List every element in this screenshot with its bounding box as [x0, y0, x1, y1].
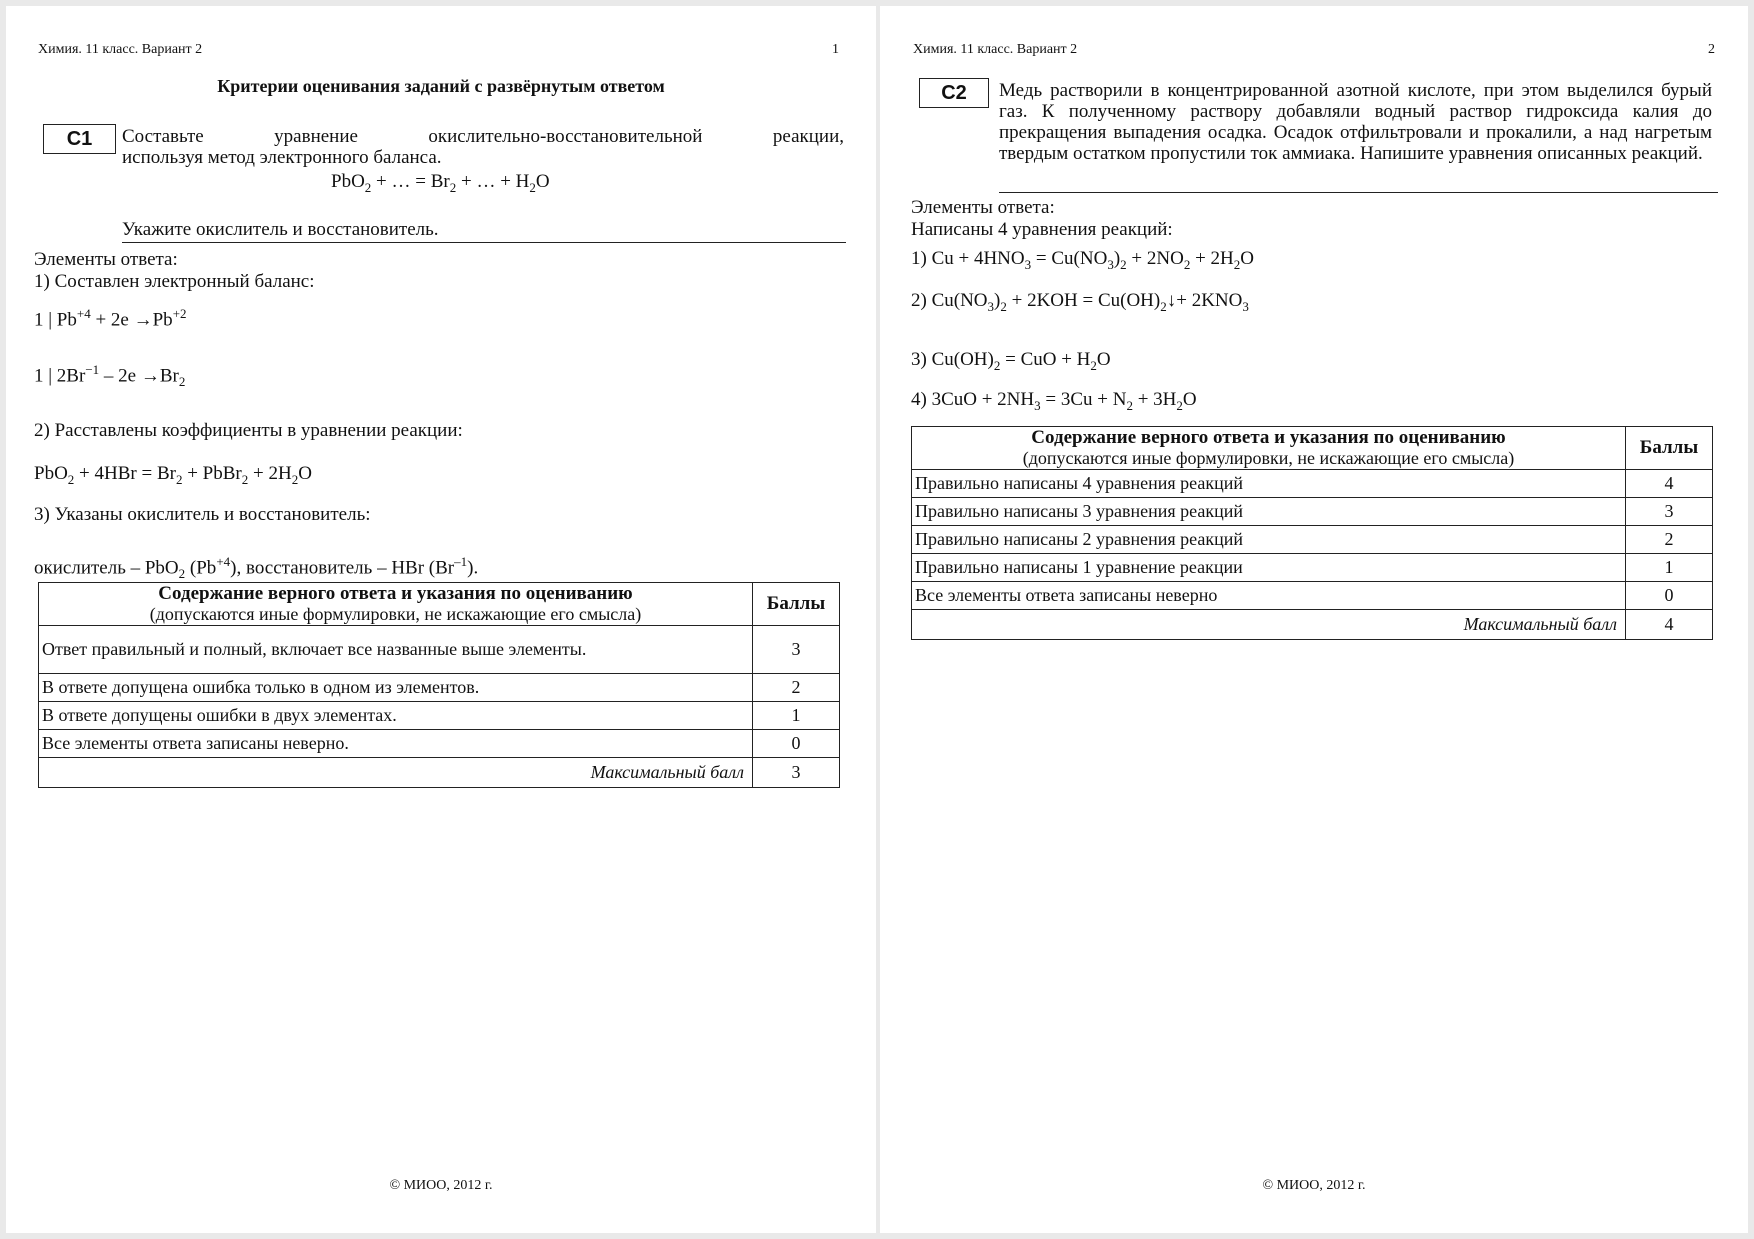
reaction-2: 2) $Cu(NO_3)_2 + 2KOH$ = $Cu(OH)_2↓+ 2KNO_3$ [911, 290, 1249, 314]
elements-heading: Элементы ответа: [911, 197, 1055, 218]
balance-line-1: 1 | $Pb^{+4} + 2e \to Pb^{+2}$ [34, 306, 187, 331]
task-c1-line1: Составьте уравнение окислительно-восстановительной реакции, [122, 126, 844, 147]
task-c1-equation: PbO$_2$ + … = $Br_2$ + … + $H_2O$ [331, 171, 550, 195]
task-c1-line3: Укажите окислитель и восстановитель. [122, 219, 439, 240]
page-number: 2 [1708, 42, 1715, 57]
table-row: Правильно написаны 4 уравнения реакций 4 [912, 470, 1713, 498]
step-1: 1) Составлен электронный баланс: [34, 271, 315, 292]
oxidizer-reducer: окислитель – PbO$_2$ $(Pb^{+4})$, восстановитель – HBr $(Br^{-1})$. [34, 554, 479, 582]
page-number: 1 [832, 42, 839, 57]
table-row: В ответе допущены ошибки в двух элементах. 1 [39, 702, 840, 730]
task-label-c1: C1 [43, 124, 116, 154]
page-2 [880, 6, 1748, 1233]
task-c1-line2: используя метод электронного баланса. [122, 147, 442, 168]
page-footer: © МИОО, 2012 г. [1262, 1178, 1366, 1193]
table-header-content: Содержание верного ответа и указания по оцениванию (допускаются иные формулировки, не искажающие его смысла) [912, 427, 1626, 470]
table-row: Правильно написаны 1 уравнение реакции 1 [912, 554, 1713, 582]
step-2: 2) Расставлены коэффициенты в уравнении реакции: [34, 420, 463, 441]
table-row: Все элементы ответа записаны неверно. 0 [39, 730, 840, 758]
table-row: Ответ правильный и полный, включает все названные выше элементы. 3 [39, 626, 840, 674]
table-max-row: Максимальный балл 3 [39, 758, 840, 788]
table-row: Правильно написаны 3 уравнения реакций 3 [912, 498, 1713, 526]
balance-line-2: 1 | $2Br^{-1} - 2e \to Br_2$ [34, 362, 186, 390]
reaction-4: 4) $3CuO + 2NH_3 = 3Cu + N_2 + 3H_2O$ [911, 389, 1197, 413]
table-header-points: Баллы [1626, 427, 1713, 470]
page-footer: © МИОО, 2012 г. [389, 1178, 493, 1193]
reaction-3: 3) $Cu(OH)_2$ = CuO + $H_2O$ [911, 349, 1111, 373]
table-header-points: Баллы [753, 583, 840, 626]
elements-heading: Элементы ответа: [34, 249, 178, 270]
table-row: Правильно написаны 2 уравнения реакций 2 [912, 526, 1713, 554]
table-header-row [39, 583, 840, 626]
criteria-table-c1 [38, 582, 840, 788]
page-header: Химия. 11 класс. Вариант 2 [38, 42, 203, 57]
balanced-equation: $PbO_2 + 4HBr = Br_2$ + PbBr$_2$ + $2H_2O$ [34, 463, 312, 487]
task-c1-underline [122, 242, 846, 243]
page-title: Критерии оценивания заданий с развёрнутым ответом [217, 76, 665, 96]
table-header-row [912, 427, 1713, 470]
table-header-content: Содержание верного ответа и указания по оцениванию (допускаются иные формулировки, не искажающие его смысла) [39, 583, 753, 626]
page-header: Химия. 11 класс. Вариант 2 [913, 42, 1078, 57]
page-1 [6, 6, 876, 1233]
equations-written: Написаны 4 уравнения реакций: [911, 219, 1173, 240]
task-label-c2: C2 [919, 78, 989, 108]
task-c2-text: Медь растворили в концентрированной азотной кислоте, при этом выделился бурый газ. К полученному раствору добавляли водный раствор гидроксида калия до прекращения выпадения осадка. Осадок отфильтровали и прокалили, а над нагретым твердым остатком пропустили ток аммиака. Напишите уравнения описанных реакций. [999, 80, 1712, 164]
table-row: В ответе допущена ошибка только в одном из элементов. 2 [39, 674, 840, 702]
step-3: 3) Указаны окислитель и восстановитель: [34, 504, 371, 525]
task-c2-underline [999, 192, 1718, 193]
criteria-table-c2 [911, 426, 1713, 640]
table-max-row: Максимальный балл 4 [912, 610, 1713, 640]
table-row: Все элементы ответа записаны неверно 0 [912, 582, 1713, 610]
reaction-1: 1) $Cu + 4HNO_3 = Cu(NO_3)_2 + 2NO_2 + 2H_2O$ [911, 248, 1254, 272]
